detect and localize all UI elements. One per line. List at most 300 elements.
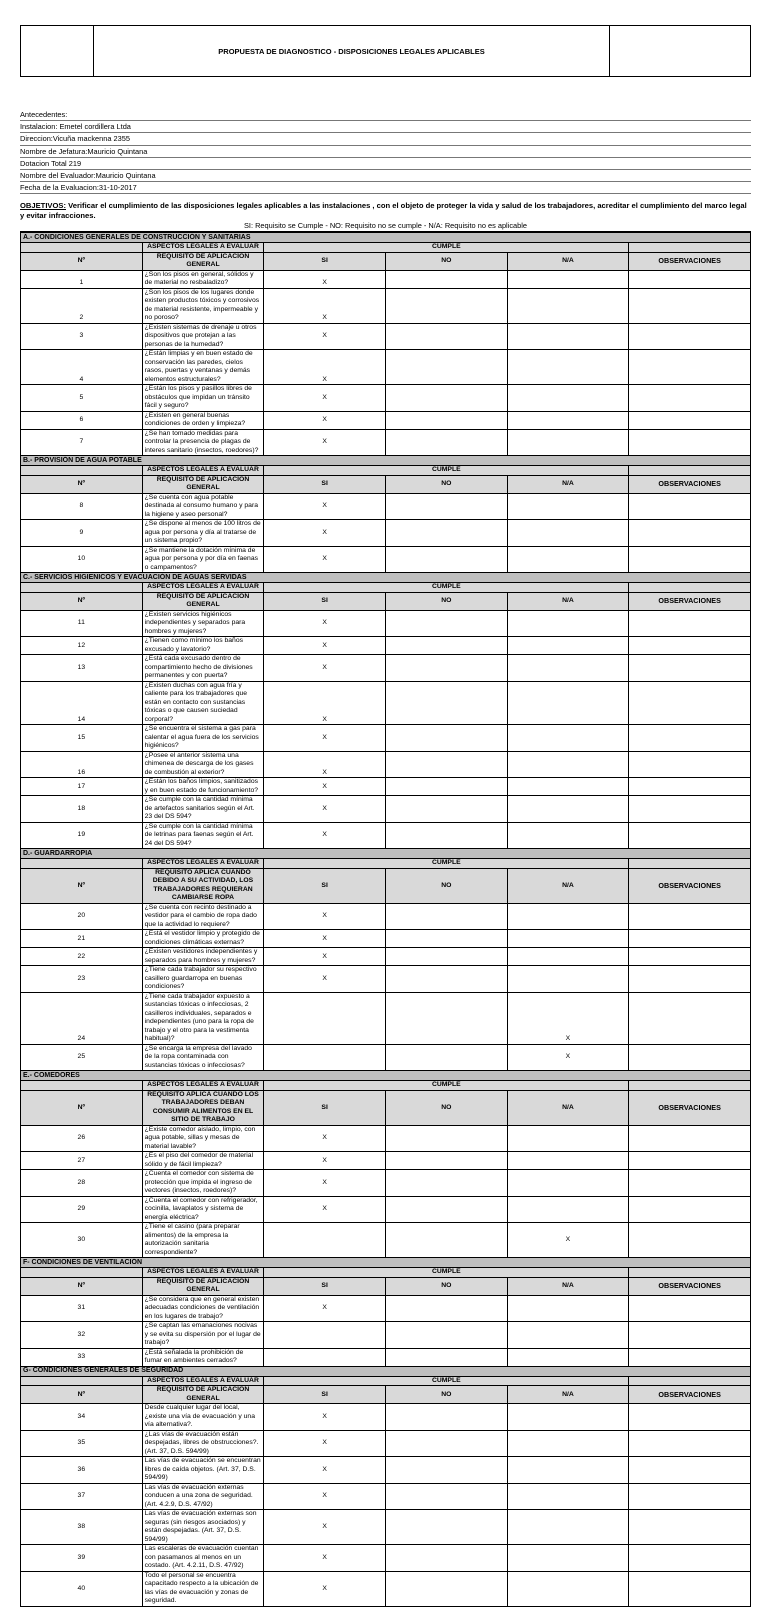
observaciones-cell[interactable] bbox=[629, 1457, 751, 1484]
requirement-header: REQUISITO APLICA CUANDO DEBIDO A SU ACTIVIDAD, LOS TRABAJADORES REQUIERAN CAMBIARSE ROPA bbox=[142, 868, 264, 903]
no-checkbox[interactable] bbox=[385, 725, 507, 752]
na-checkbox[interactable] bbox=[507, 903, 629, 930]
observaciones-cell[interactable] bbox=[629, 493, 751, 520]
si-checkbox[interactable]: X bbox=[264, 520, 386, 547]
requirement-text: Las escaleras de evacuación cuentan con pasamanos al menos en un costado. (Art. 4.2.11, D.S. 47/92) bbox=[142, 1545, 264, 1572]
requirement-text: ¿Existen vestidores independientes y separados para hombres y mujeres? bbox=[142, 948, 264, 966]
requirement-text: ¿Se dispone al menos de 100 litros de agua por persona y día al tratarse de un sistema propio? bbox=[142, 520, 264, 547]
aspectos-header: ASPECTOS LEGALES A EVALUAR bbox=[142, 243, 264, 253]
cumple-header: CUMPLE bbox=[264, 859, 629, 869]
antecedentes-line: Direccion:Vicuña mackenna 2355 bbox=[20, 133, 751, 145]
aspectos-header: ASPECTOS LEGALES A EVALUAR bbox=[142, 583, 264, 593]
requirement-text: ¿Tiene el casino (para preparar alimentos) de la empresa la autorización sanitaria correspondiente? bbox=[142, 1223, 264, 1258]
row-number: 33 bbox=[21, 1348, 143, 1366]
row-number: 19 bbox=[21, 822, 143, 849]
section-header bbox=[21, 1258, 751, 1268]
blank-cell bbox=[629, 1376, 751, 1386]
no-checkbox[interactable] bbox=[385, 992, 507, 1044]
table-row bbox=[21, 1430, 751, 1457]
na-checkbox[interactable] bbox=[507, 681, 629, 725]
na-checkbox[interactable] bbox=[507, 323, 629, 350]
observaciones-cell[interactable] bbox=[629, 903, 751, 930]
si-checkbox[interactable]: X bbox=[264, 546, 386, 573]
requirement-text: ¿Se cuenta con recinto destinado a vestidor para el cambio de ropa dado que la actividad lo requiere? bbox=[142, 903, 264, 930]
table-row bbox=[21, 411, 751, 429]
cumple-header: CUMPLE bbox=[264, 243, 629, 253]
row-number: 34 bbox=[21, 1404, 143, 1431]
no-checkbox[interactable] bbox=[385, 1295, 507, 1322]
table-row bbox=[21, 429, 751, 456]
no-checkbox[interactable] bbox=[385, 903, 507, 930]
cumple-header: CUMPLE bbox=[264, 1376, 629, 1386]
si-checkbox[interactable]: X bbox=[264, 1196, 386, 1223]
row-number: 9 bbox=[21, 520, 143, 547]
row-number: 11 bbox=[21, 610, 143, 637]
si-column-header: SI bbox=[264, 1090, 386, 1125]
blank-cell bbox=[629, 1081, 751, 1091]
table-row bbox=[21, 323, 751, 350]
si-checkbox[interactable]: X bbox=[264, 948, 386, 966]
si-checkbox[interactable]: X bbox=[264, 493, 386, 520]
row-number: 25 bbox=[21, 1044, 143, 1071]
column-header-row bbox=[21, 1277, 751, 1295]
si-checkbox[interactable]: X bbox=[264, 1457, 386, 1484]
observaciones-cell[interactable] bbox=[629, 655, 751, 682]
si-checkbox[interactable]: X bbox=[264, 1125, 386, 1152]
section-header bbox=[21, 1071, 751, 1081]
table-row bbox=[21, 681, 751, 725]
si-checkbox[interactable]: X bbox=[264, 930, 386, 948]
na-checkbox[interactable]: X bbox=[507, 1223, 629, 1258]
row-number: 1 bbox=[21, 270, 143, 288]
observaciones-cell[interactable] bbox=[629, 1170, 751, 1197]
observaciones-cell[interactable] bbox=[629, 681, 751, 725]
table-row bbox=[21, 796, 751, 823]
na-checkbox[interactable] bbox=[507, 1152, 629, 1170]
no-checkbox[interactable] bbox=[385, 1483, 507, 1510]
na-checkbox[interactable] bbox=[507, 1483, 629, 1510]
blank-cell bbox=[21, 1376, 143, 1386]
table-row bbox=[21, 1170, 751, 1197]
na-column-header: N/A bbox=[507, 1090, 629, 1125]
section-header bbox=[21, 1366, 751, 1376]
row-number: 5 bbox=[21, 385, 143, 412]
no-checkbox[interactable] bbox=[385, 520, 507, 547]
aspectos-header: ASPECTOS LEGALES A EVALUAR bbox=[142, 1268, 264, 1278]
table-row bbox=[21, 822, 751, 849]
na-column-header: N/A bbox=[507, 475, 629, 493]
na-checkbox[interactable] bbox=[507, 1295, 629, 1322]
table-row bbox=[21, 493, 751, 520]
no-checkbox[interactable] bbox=[385, 751, 507, 778]
objetivos-text: Verificar el cumplimiento de las disposiciones legales aplicables a las instalaciones , con el objeto de proteger la vida y salud de los trabajadores, acreditar el cumplimiento del marco legal y evitar infracciones. bbox=[20, 201, 747, 221]
no-checkbox[interactable] bbox=[385, 350, 507, 385]
requirement-text: ¿Cuenta el comedor con sistema de protección que impida el ingreso de vectores (insectos, roedores)? bbox=[142, 1170, 264, 1197]
row-number: 28 bbox=[21, 1170, 143, 1197]
no-checkbox[interactable] bbox=[385, 930, 507, 948]
si-checkbox[interactable]: X bbox=[264, 1152, 386, 1170]
observaciones-cell[interactable] bbox=[629, 1322, 751, 1349]
observaciones-cell[interactable] bbox=[629, 270, 751, 288]
observaciones-cell[interactable] bbox=[629, 1223, 751, 1258]
no-checkbox[interactable] bbox=[385, 1348, 507, 1366]
na-checkbox[interactable] bbox=[507, 350, 629, 385]
logo-cell bbox=[21, 26, 94, 76]
observaciones-cell[interactable] bbox=[629, 1545, 751, 1572]
requirement-text: ¿Se cumple con la cantidad mínima de letrinas para faenas según el Art. 24 del DS 594? bbox=[142, 822, 264, 849]
observaciones-cell[interactable] bbox=[629, 1348, 751, 1366]
no-checkbox[interactable] bbox=[385, 1044, 507, 1071]
row-number: 31 bbox=[21, 1295, 143, 1322]
blank-cell bbox=[21, 1081, 143, 1091]
si-checkbox[interactable]: X bbox=[264, 350, 386, 385]
na-checkbox[interactable] bbox=[507, 1125, 629, 1152]
table-row bbox=[21, 751, 751, 778]
cumple-header: CUMPLE bbox=[264, 466, 629, 476]
observaciones-header: OBSERVACIONES bbox=[629, 1386, 751, 1404]
observaciones-cell[interactable] bbox=[629, 546, 751, 573]
na-checkbox[interactable] bbox=[507, 1571, 629, 1606]
row-number: 30 bbox=[21, 1223, 143, 1258]
requirement-text: ¿Cuenta el comedor con refrigerador, cocinilla, lavaplatos y sistema de energía eléctrica? bbox=[142, 1196, 264, 1223]
cumple-header: CUMPLE bbox=[264, 583, 629, 593]
na-checkbox[interactable] bbox=[507, 948, 629, 966]
na-checkbox[interactable] bbox=[507, 520, 629, 547]
observaciones-cell[interactable] bbox=[629, 350, 751, 385]
table-row bbox=[21, 288, 751, 323]
requirement-header: REQUISITO DE APLICACIÓN GENERAL bbox=[142, 592, 264, 610]
observaciones-cell[interactable] bbox=[629, 1044, 751, 1071]
na-checkbox[interactable] bbox=[507, 1322, 629, 1349]
na-checkbox[interactable] bbox=[507, 637, 629, 655]
si-checkbox[interactable]: X bbox=[264, 288, 386, 323]
blank-cell bbox=[21, 583, 143, 593]
requirement-text: ¿Existen en general buenas condiciones de orden y limpieza? bbox=[142, 411, 264, 429]
na-checkbox[interactable] bbox=[507, 1170, 629, 1197]
si-checkbox[interactable]: X bbox=[264, 610, 386, 637]
section-title: E.- COMEDORES bbox=[21, 1071, 751, 1081]
na-checkbox[interactable] bbox=[507, 1404, 629, 1431]
na-checkbox[interactable] bbox=[507, 411, 629, 429]
observaciones-cell[interactable] bbox=[629, 796, 751, 823]
number-column-header: Nº bbox=[21, 252, 143, 270]
no-column-header: NO bbox=[385, 592, 507, 610]
observaciones-cell[interactable] bbox=[629, 1571, 751, 1606]
observaciones-header: OBSERVACIONES bbox=[629, 1090, 751, 1125]
si-checkbox[interactable]: X bbox=[264, 751, 386, 778]
no-checkbox[interactable] bbox=[385, 270, 507, 288]
na-checkbox[interactable] bbox=[507, 822, 629, 849]
column-header-row bbox=[21, 1090, 751, 1125]
aspectos-header: ASPECTOS LEGALES A EVALUAR bbox=[142, 466, 264, 476]
observaciones-cell[interactable] bbox=[629, 992, 751, 1044]
na-column-header: N/A bbox=[507, 252, 629, 270]
observaciones-cell[interactable] bbox=[629, 1430, 751, 1457]
si-checkbox[interactable]: X bbox=[264, 385, 386, 412]
table-row bbox=[21, 1404, 751, 1431]
row-number: 16 bbox=[21, 751, 143, 778]
si-checkbox[interactable]: X bbox=[264, 1295, 386, 1322]
na-checkbox[interactable] bbox=[507, 493, 629, 520]
row-number: 29 bbox=[21, 1196, 143, 1223]
table-row bbox=[21, 1125, 751, 1152]
column-header-row bbox=[21, 592, 751, 610]
si-checkbox[interactable]: X bbox=[264, 681, 386, 725]
table-row bbox=[21, 903, 751, 930]
requirement-text: ¿Están los pisos y pasillos libres de obstáculos que impidan un tránsito fácil y seguro? bbox=[142, 385, 264, 412]
observaciones-cell[interactable] bbox=[629, 385, 751, 412]
observaciones-cell[interactable] bbox=[629, 930, 751, 948]
table-row bbox=[21, 992, 751, 1044]
number-column-header: Nº bbox=[21, 475, 143, 493]
table-row bbox=[21, 1223, 751, 1258]
na-checkbox[interactable] bbox=[507, 546, 629, 573]
observaciones-cell[interactable] bbox=[629, 751, 751, 778]
no-checkbox[interactable] bbox=[385, 1571, 507, 1606]
no-checkbox[interactable] bbox=[385, 637, 507, 655]
na-checkbox[interactable] bbox=[507, 1457, 629, 1484]
column-group-header bbox=[21, 243, 751, 253]
na-checkbox[interactable] bbox=[507, 288, 629, 323]
table-row bbox=[21, 270, 751, 288]
observaciones-cell[interactable] bbox=[629, 411, 751, 429]
requirement-text: ¿Está señalada la prohibición de fumar en ambientes cerrados? bbox=[142, 1348, 264, 1366]
column-group-header bbox=[21, 583, 751, 593]
na-checkbox[interactable] bbox=[507, 1348, 629, 1366]
observaciones-header: OBSERVACIONES bbox=[629, 868, 751, 903]
si-checkbox[interactable]: X bbox=[264, 1510, 386, 1545]
no-checkbox[interactable] bbox=[385, 655, 507, 682]
na-checkbox[interactable] bbox=[507, 429, 629, 456]
no-checkbox[interactable] bbox=[385, 1457, 507, 1484]
si-checkbox[interactable]: X bbox=[264, 270, 386, 288]
observaciones-cell[interactable] bbox=[629, 948, 751, 966]
table-row bbox=[21, 1322, 751, 1349]
requirement-text: ¿Está el vestidor limpio y protegido de condiciones climáticas externas? bbox=[142, 930, 264, 948]
no-column-header: NO bbox=[385, 475, 507, 493]
si-column-header: SI bbox=[264, 1277, 386, 1295]
no-checkbox[interactable] bbox=[385, 948, 507, 966]
observaciones-cell[interactable] bbox=[629, 1483, 751, 1510]
observaciones-cell[interactable] bbox=[629, 520, 751, 547]
table-row bbox=[21, 778, 751, 796]
no-checkbox[interactable] bbox=[385, 429, 507, 456]
table-row bbox=[21, 1044, 751, 1071]
column-header-row bbox=[21, 252, 751, 270]
no-checkbox[interactable] bbox=[385, 1430, 507, 1457]
si-checkbox[interactable]: X bbox=[264, 411, 386, 429]
observaciones-cell[interactable] bbox=[629, 1404, 751, 1431]
row-number: 18 bbox=[21, 796, 143, 823]
si-checkbox[interactable]: X bbox=[264, 796, 386, 823]
section-title: F- CONDICIONES DE VENTILACIÓN bbox=[21, 1258, 751, 1268]
table-row bbox=[21, 1152, 751, 1170]
observaciones-cell[interactable] bbox=[629, 966, 751, 993]
requirement-text: ¿Es el piso del comedor de material sólido y de fácil limpieza? bbox=[142, 1152, 264, 1170]
na-checkbox[interactable] bbox=[507, 1196, 629, 1223]
requirement-text: Las vías de evacuación externas son seguras (sin riesgos asociados) y están despejadas. (Art. 37, D.S. 594/99) bbox=[142, 1510, 264, 1545]
table-row bbox=[21, 350, 751, 385]
observaciones-cell[interactable] bbox=[629, 1125, 751, 1152]
no-checkbox[interactable] bbox=[385, 1196, 507, 1223]
no-checkbox[interactable] bbox=[385, 288, 507, 323]
requirement-text: ¿Está cada excusado dentro de compartimiento hecho de divisiones permanentes y con puerta? bbox=[142, 655, 264, 682]
observaciones-cell[interactable] bbox=[629, 822, 751, 849]
si-checkbox[interactable] bbox=[264, 1348, 386, 1366]
na-checkbox[interactable] bbox=[507, 655, 629, 682]
column-header-row bbox=[21, 868, 751, 903]
row-number: 27 bbox=[21, 1152, 143, 1170]
requirement-text: Las vías de evacuación externas conducen a una zona de seguridad. (Art. 4.2.9, D.S. 47/92) bbox=[142, 1483, 264, 1510]
si-checkbox[interactable]: X bbox=[264, 1483, 386, 1510]
na-checkbox[interactable] bbox=[507, 1430, 629, 1457]
na-checkbox[interactable] bbox=[507, 751, 629, 778]
no-checkbox[interactable] bbox=[385, 1322, 507, 1349]
na-checkbox[interactable] bbox=[507, 610, 629, 637]
no-checkbox[interactable] bbox=[385, 411, 507, 429]
row-number: 8 bbox=[21, 493, 143, 520]
row-number: 35 bbox=[21, 1430, 143, 1457]
si-checkbox[interactable]: X bbox=[264, 323, 386, 350]
diagnostic-sheet bbox=[20, 25, 751, 1607]
si-checkbox[interactable] bbox=[264, 1322, 386, 1349]
no-checkbox[interactable] bbox=[385, 610, 507, 637]
no-checkbox[interactable] bbox=[385, 822, 507, 849]
na-checkbox[interactable] bbox=[507, 385, 629, 412]
table-row bbox=[21, 1457, 751, 1484]
si-checkbox[interactable]: X bbox=[264, 903, 386, 930]
requirement-text: ¿Tienen como mínimo los baños excusado y lavatorio? bbox=[142, 637, 264, 655]
observaciones-cell[interactable] bbox=[629, 725, 751, 752]
si-column-header: SI bbox=[264, 592, 386, 610]
objetivos-block bbox=[20, 201, 751, 221]
row-number: 39 bbox=[21, 1545, 143, 1572]
na-checkbox[interactable] bbox=[507, 270, 629, 288]
section-title: A.- CONDICIONES GENERALES DE CONSTRUCCIÓN Y SANITARIAS bbox=[21, 233, 751, 243]
na-checkbox[interactable]: X bbox=[507, 1044, 629, 1071]
na-column-header: N/A bbox=[507, 1386, 629, 1404]
observaciones-cell[interactable] bbox=[629, 1295, 751, 1322]
si-column-header: SI bbox=[264, 1386, 386, 1404]
observaciones-cell[interactable] bbox=[629, 1196, 751, 1223]
na-checkbox[interactable] bbox=[507, 966, 629, 993]
si-checkbox[interactable]: X bbox=[264, 637, 386, 655]
si-checkbox[interactable]: X bbox=[264, 1404, 386, 1431]
column-group-header bbox=[21, 466, 751, 476]
no-checkbox[interactable] bbox=[385, 681, 507, 725]
na-checkbox[interactable] bbox=[507, 778, 629, 796]
na-checkbox[interactable]: X bbox=[507, 992, 629, 1044]
no-checkbox[interactable] bbox=[385, 1545, 507, 1572]
no-checkbox[interactable] bbox=[385, 966, 507, 993]
blank-cell bbox=[629, 243, 751, 253]
no-checkbox[interactable] bbox=[385, 778, 507, 796]
antecedentes-line: Instalacion: Emetel cordillera Ltda bbox=[20, 121, 751, 133]
blank-cell bbox=[629, 466, 751, 476]
si-checkbox[interactable]: X bbox=[264, 1170, 386, 1197]
na-checkbox[interactable] bbox=[507, 930, 629, 948]
si-checkbox[interactable]: X bbox=[264, 778, 386, 796]
column-group-header bbox=[21, 1268, 751, 1278]
si-checkbox[interactable]: X bbox=[264, 1430, 386, 1457]
antecedentes-line: Nombre de Jefatura:Mauricio Quintana bbox=[20, 146, 751, 158]
observaciones-cell[interactable] bbox=[629, 429, 751, 456]
section-header bbox=[21, 573, 751, 583]
si-checkbox[interactable]: X bbox=[264, 966, 386, 993]
table-row bbox=[21, 520, 751, 547]
si-checkbox[interactable]: X bbox=[264, 725, 386, 752]
si-checkbox[interactable]: X bbox=[264, 1571, 386, 1606]
na-column-header: N/A bbox=[507, 1277, 629, 1295]
observaciones-cell[interactable] bbox=[629, 288, 751, 323]
no-checkbox[interactable] bbox=[385, 546, 507, 573]
document-header bbox=[20, 25, 751, 77]
si-checkbox[interactable]: X bbox=[264, 822, 386, 849]
observaciones-cell[interactable] bbox=[629, 637, 751, 655]
antecedentes-heading: Antecedentes: bbox=[20, 109, 751, 121]
no-checkbox[interactable] bbox=[385, 1125, 507, 1152]
na-checkbox[interactable] bbox=[507, 725, 629, 752]
requirement-text: ¿Se mantiene la dotación mínima de agua por persona y por día en faenas o campamentos? bbox=[142, 546, 264, 573]
observaciones-cell[interactable] bbox=[629, 778, 751, 796]
aspectos-header: ASPECTOS LEGALES A EVALUAR bbox=[142, 859, 264, 869]
si-checkbox[interactable]: X bbox=[264, 1545, 386, 1572]
no-checkbox[interactable] bbox=[385, 1404, 507, 1431]
no-checkbox[interactable] bbox=[385, 796, 507, 823]
requirement-text: ¿Se encuentra el sistema a gas para calentar el agua fuera de los servicios higiénicos? bbox=[142, 725, 264, 752]
table-row bbox=[21, 1545, 751, 1572]
requirement-text: ¿Se cumple con la cantidad mínima de artefactos sanitarios según el Art. 23 del DS 594? bbox=[142, 796, 264, 823]
column-header-row bbox=[21, 1386, 751, 1404]
aspectos-header: ASPECTOS LEGALES A EVALUAR bbox=[142, 1376, 264, 1386]
cumple-header: CUMPLE bbox=[264, 1081, 629, 1091]
no-checkbox[interactable] bbox=[385, 493, 507, 520]
no-column-header: NO bbox=[385, 1090, 507, 1125]
observaciones-cell[interactable] bbox=[629, 323, 751, 350]
no-checkbox[interactable] bbox=[385, 1152, 507, 1170]
si-checkbox[interactable]: X bbox=[264, 655, 386, 682]
si-checkbox[interactable] bbox=[264, 1223, 386, 1258]
observaciones-cell[interactable] bbox=[629, 1152, 751, 1170]
observaciones-cell[interactable] bbox=[629, 1510, 751, 1545]
row-number: 10 bbox=[21, 546, 143, 573]
section-header bbox=[21, 456, 751, 466]
si-checkbox[interactable] bbox=[264, 992, 386, 1044]
section-header bbox=[21, 233, 751, 243]
na-checkbox[interactable] bbox=[507, 796, 629, 823]
observaciones-header: OBSERVACIONES bbox=[629, 252, 751, 270]
number-column-header: Nº bbox=[21, 868, 143, 903]
observaciones-header: OBSERVACIONES bbox=[629, 592, 751, 610]
no-checkbox[interactable] bbox=[385, 323, 507, 350]
observaciones-cell[interactable] bbox=[629, 610, 751, 637]
requirement-header: REQUISITO APLICA CUANDO LOS TRABAJADORES DEBAN CONSUMIR ALIMENTOS EN EL SITIO DE TRABAJO bbox=[142, 1090, 264, 1125]
requirement-text: ¿Se encarga la empresa del lavado de la ropa contaminada con sustancias tóxicas o infecciosas? bbox=[142, 1044, 264, 1071]
no-checkbox[interactable] bbox=[385, 385, 507, 412]
blank-cell bbox=[629, 583, 751, 593]
no-checkbox[interactable] bbox=[385, 1223, 507, 1258]
table-row bbox=[21, 1571, 751, 1606]
no-checkbox[interactable] bbox=[385, 1170, 507, 1197]
si-checkbox[interactable] bbox=[264, 1044, 386, 1071]
no-checkbox[interactable] bbox=[385, 1510, 507, 1545]
number-column-header: Nº bbox=[21, 1277, 143, 1295]
na-checkbox[interactable] bbox=[507, 1510, 629, 1545]
na-checkbox[interactable] bbox=[507, 1545, 629, 1572]
requirement-text: ¿Las vías de evacuación están despejadas, libres de obstrucciones?.(Art. 37, D.S. 594/99) bbox=[142, 1430, 264, 1457]
si-checkbox[interactable]: X bbox=[264, 429, 386, 456]
antecedentes-line: Fecha de la Evaluacion:31-10-2017 bbox=[20, 182, 751, 194]
